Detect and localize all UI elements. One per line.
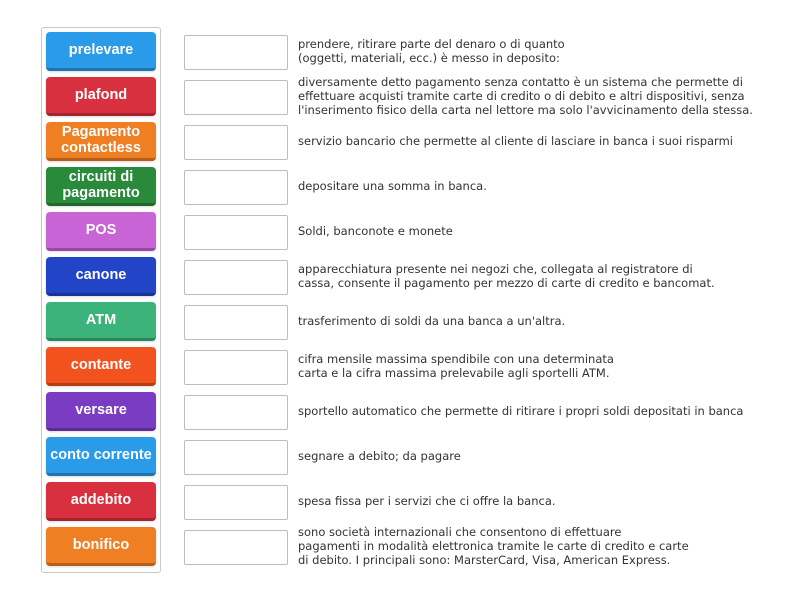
description: apparecchiatura presente nei negozi che, collegata al registratore di cassa, consente il pagamento per mezzo di carte di credito e bancomat. <box>298 262 715 290</box>
drop-slot[interactable] <box>184 395 288 430</box>
tile-label: POS <box>85 222 117 238</box>
description: sportello automatico che permette di ritirare i propri soldi depositati in banca <box>298 404 744 418</box>
tile-label: circuiti di pagamento <box>62 169 140 201</box>
tile-pagamento-contactless[interactable] <box>46 122 156 161</box>
tile-label: bonifico <box>72 537 130 553</box>
description: cifra mensile massima spendibile con una determinata carta e la cifra massima prelevabile agli sportelli ATM. <box>298 352 614 380</box>
tile-label: addebito <box>70 492 132 508</box>
tile-conto-corrente[interactable] <box>46 437 156 476</box>
drop-slot[interactable] <box>184 350 288 385</box>
drop-slot[interactable] <box>184 80 288 115</box>
tile-prelevare[interactable] <box>46 32 156 71</box>
description: Soldi, banconote e monete <box>298 224 453 238</box>
description: depositare una somma in banca. <box>298 179 487 193</box>
tile-label: conto corrente <box>50 447 152 463</box>
tile-label: versare <box>75 402 127 418</box>
tile-versare[interactable] <box>46 392 156 431</box>
tile-atm[interactable] <box>46 302 156 341</box>
description: spesa fissa per i servizi che ci offre la banca. <box>298 494 556 508</box>
drop-slot[interactable] <box>184 530 288 565</box>
tile-circuiti-di-pagamento[interactable] <box>46 167 156 206</box>
tile-canone[interactable] <box>46 257 156 296</box>
tile-bonifico[interactable] <box>46 527 156 566</box>
drop-slot[interactable] <box>184 215 288 250</box>
tile-label: contante <box>70 357 132 373</box>
tile-contante[interactable] <box>46 347 156 386</box>
tile-plafond[interactable] <box>46 77 156 116</box>
drop-slot[interactable] <box>184 260 288 295</box>
description: trasferimento di soldi da una banca a un'altra. <box>298 314 566 328</box>
drop-slot[interactable] <box>184 440 288 475</box>
drop-slot[interactable] <box>184 35 288 70</box>
drop-slot[interactable] <box>184 485 288 520</box>
tile-label: ATM <box>85 312 117 328</box>
tile-label: Pagamento contactless <box>61 124 141 156</box>
tile-label: prelevare <box>68 42 134 58</box>
tile-label: canone <box>75 267 127 283</box>
description: prendere, ritirare parte del denaro o di quanto (oggetti, materiali, ecc.) è messo in deposito: <box>298 37 565 65</box>
description: servizio bancario che permette al cliente di lasciare in banca i suoi risparmi <box>298 134 733 148</box>
tile-addebito[interactable] <box>46 482 156 521</box>
description: sono società internazionali che consentono di effettuare pagamenti in modalità elettronica tramite le carte di credito e carte di debito. I principali sono: MarsterCard, Visa, American Express. <box>298 525 689 567</box>
drop-slot[interactable] <box>184 170 288 205</box>
drop-slot[interactable] <box>184 305 288 340</box>
tile-pos[interactable] <box>46 212 156 251</box>
tile-label: plafond <box>74 87 128 103</box>
drop-slot[interactable] <box>184 125 288 160</box>
description: segnare a debito; da pagare <box>298 449 461 463</box>
description: diversamente detto pagamento senza contatto è un sistema che permette di effettuare acquisti tramite carte di credito o di debito e altri dispositivi, senza l'inserimento fisico della carta nel lettore ma solo l'avvicinamento della stessa. <box>298 75 753 117</box>
